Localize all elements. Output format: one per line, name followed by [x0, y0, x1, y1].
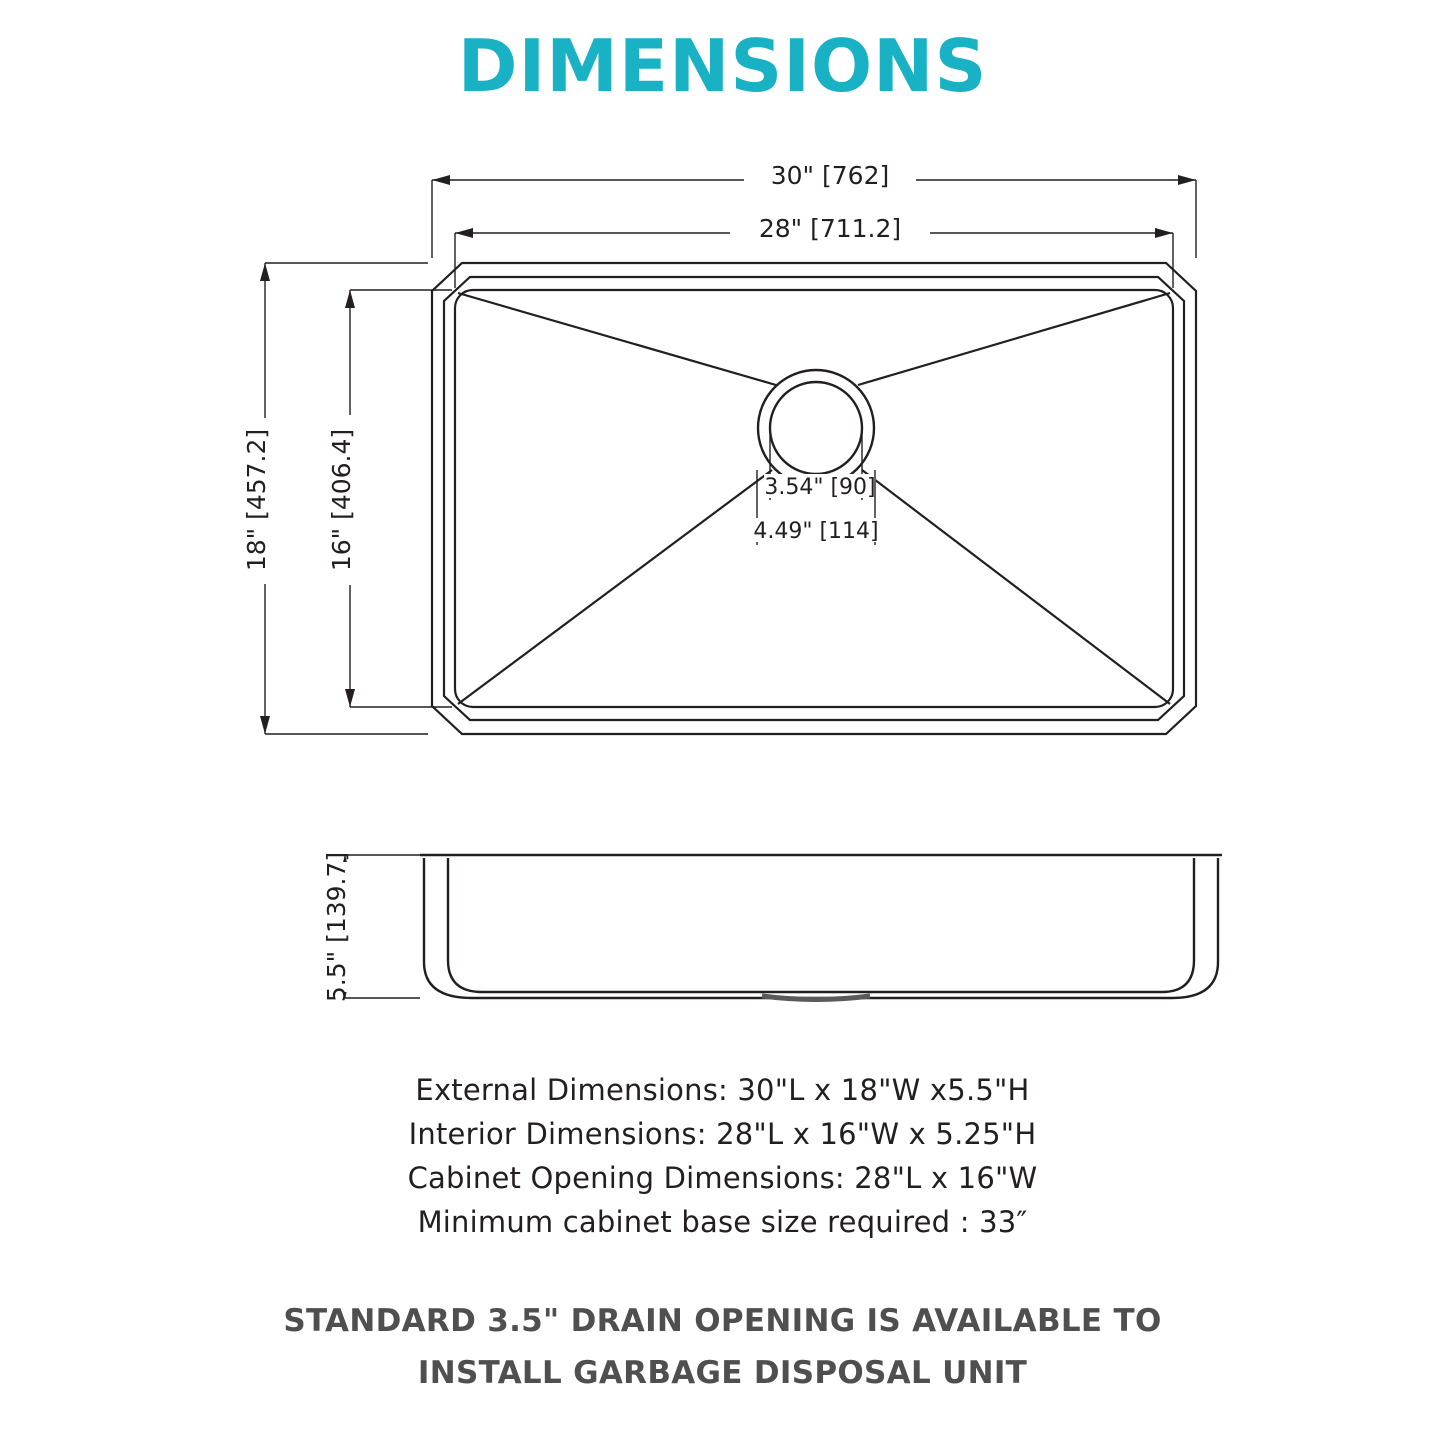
side-view-basin-profile: [448, 858, 1194, 992]
footer-line-2: INSTALL GARBAGE DISPOSAL UNIT: [417, 1355, 1028, 1391]
drain-inner-circle: [770, 382, 862, 474]
dim-outer-width-label: 30" [762]: [770, 161, 890, 190]
spec-minimum-cabinet-base: Minimum cabinet base size required : 33″: [417, 1205, 1028, 1239]
dim-drain-inner-label: 3.54" [90]: [764, 475, 876, 500]
page-title: DIMENSIONS: [457, 24, 988, 108]
spec-interior-dimensions: Interior Dimensions: 28"L x 16"W x 5.25"H: [408, 1117, 1037, 1151]
dim-inner-width-label: 28" [711.2]: [758, 214, 902, 243]
dim-inner-height-label: 16" [406.4]: [327, 428, 356, 572]
footer-line-1: STANDARD 3.5" DRAIN OPENING IS AVAILABLE TO: [283, 1303, 1162, 1339]
specification-list: [0, 1068, 1445, 1244]
footer-note: [0, 1295, 1445, 1399]
dim-drain-outer-label: 4.49" [114]: [753, 519, 879, 544]
side-view-group: [420, 855, 1222, 1000]
side-view-outer-shell: [424, 858, 1218, 998]
dim-outer-height-label: 18" [457.2]: [242, 428, 271, 572]
spec-cabinet-opening: Cabinet Opening Dimensions: 28"L x 16"W: [407, 1161, 1038, 1195]
dim-side-depth-label: 5.5" [139.7]: [322, 851, 351, 1003]
side-view-drain-mark: [762, 996, 870, 1000]
spec-external-dimensions: External Dimensions: 30"L x 18"W x5.5"H: [415, 1073, 1030, 1107]
drain-outer-circle: [758, 370, 874, 486]
